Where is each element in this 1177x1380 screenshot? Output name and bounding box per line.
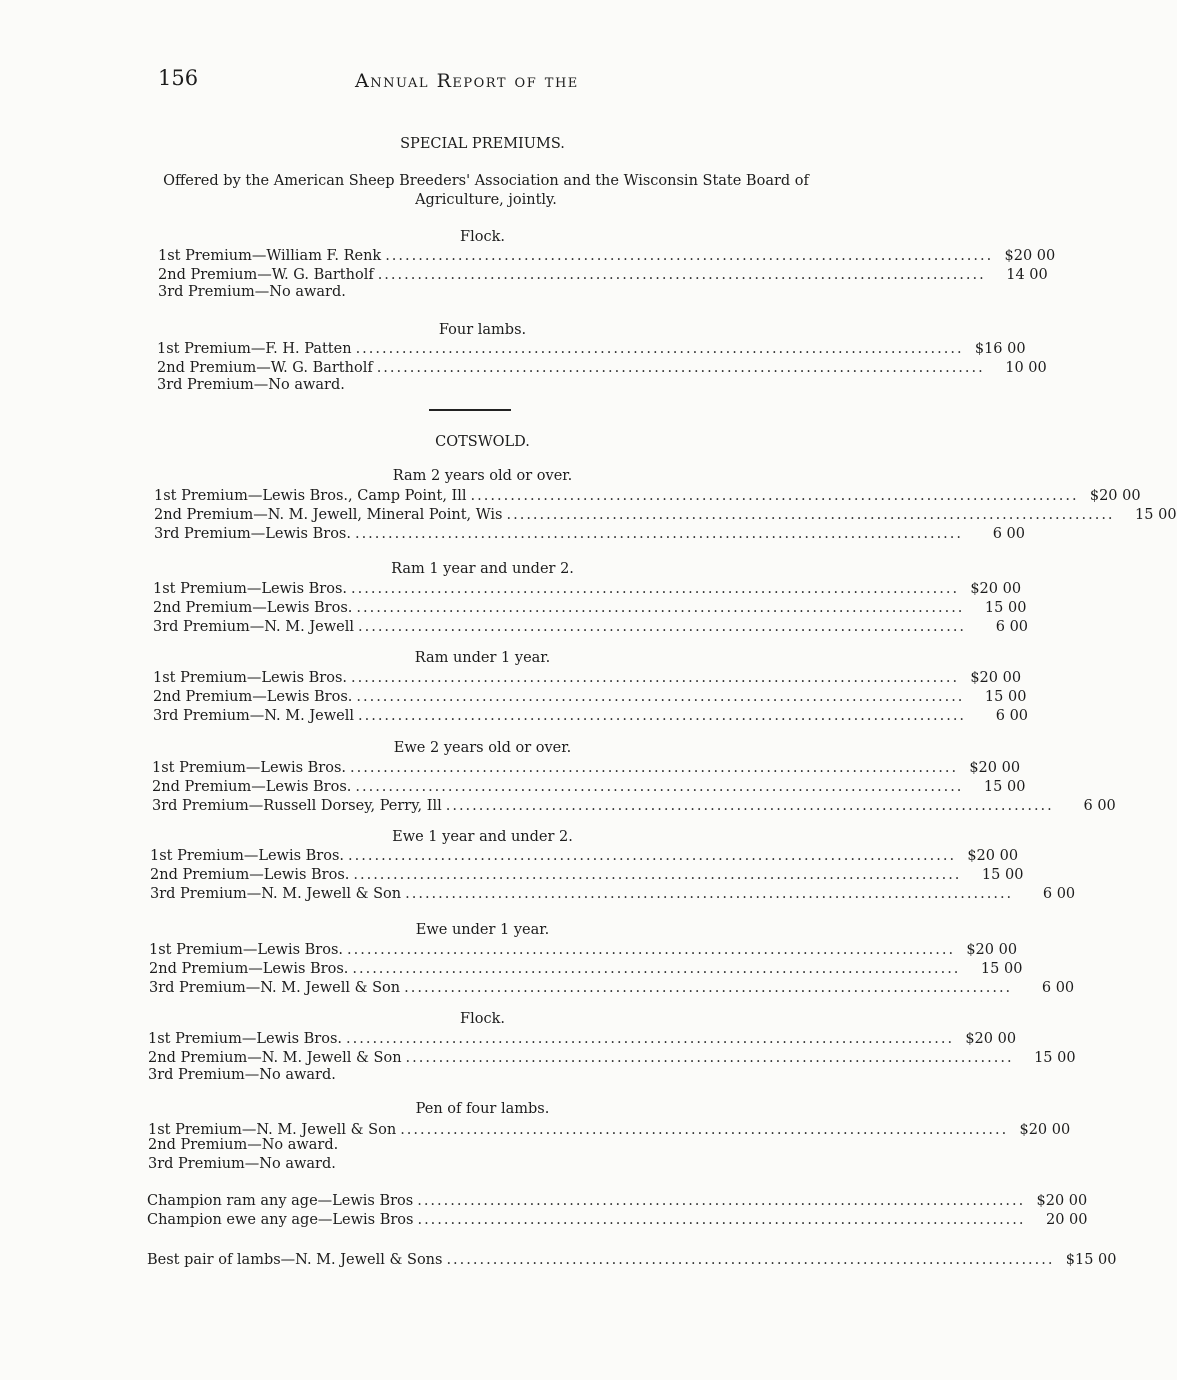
class-heading: Pen of four lambs. [415,1101,550,1117]
premium-line: 2nd Premium—N. M. Jewell & Son ............................................................................................ 15 00 [148,1050,1076,1066]
premium-line: 2nd Premium—Lewis Bros. ............................................................................................ 15 00 [153,689,1027,705]
class-heading: Ram 2 years old or over. [392,468,573,484]
premium-line: 2nd Premium—Lewis Bros. ............................................................................................ 15 00 [152,779,1026,795]
premium-line: 2nd Premium—Lewis Bros. ............................................................................................ 15 00 [150,867,1024,883]
premium-line: 1st Premium—Lewis Bros. ............................................................................................ $20 00 [152,760,1021,776]
premium-line: 2nd Premium—N. M. Jewell, Mineral Point, Wis ............................................................................................ 15 00 [154,507,1177,523]
premium-line: Champion ewe any age—Lewis Bros ............................................................................................ 20 00 [147,1212,1088,1228]
premium-line: 2nd Premium—Lewis Bros. ............................................................................................ 15 00 [153,600,1027,616]
premium-line: 3rd Premium—No award. [148,1067,336,1083]
section-divider [429,409,511,411]
premium-line: 1st Premium—Lewis Bros. ............................................................................................ $20 00 [150,848,1019,864]
premium-line: Best pair of lambs—N. M. Jewell & Sons ............................................................................................ $15 00 [147,1252,1117,1268]
premium-line: Champion ram any age—Lewis Bros ............................................................................................ $20 00 [147,1193,1088,1209]
premium-line: 1st Premium—F. H. Patten ............................................................................................ $16 00 [157,341,1026,357]
page-title: SPECIAL PREMIUMS. [400,136,565,152]
premium-line: 1st Premium—Lewis Bros. ............................................................................................ $20 00 [149,942,1018,958]
running-head: Annual Report of the [355,70,579,92]
premium-line: 1st Premium—Lewis Bros. ............................................................................................ $20 00 [148,1031,1017,1047]
page-number: 156 [158,66,199,90]
intro-text: Offered by the American Sheep Breeders' Association and the Wisconsin State Board of Agriculture, jointly. [163,173,809,208]
premium-line: 1st Premium—N. M. Jewell & Son ............................................................................................ $20 00 [148,1122,1071,1138]
premium-line: 3rd Premium—N. M. Jewell ............................................................................................ 6 00 [153,619,1029,635]
premium-line: 3rd Premium—N. M. Jewell & Son ............................................................................................ 6 00 [150,886,1076,902]
class-heading: Flock. [460,1011,505,1027]
class-heading: Ram 1 year and under 2. [391,561,574,577]
premium-line: 1st Premium—Lewis Bros. ............................................................................................ $20 00 [153,670,1022,686]
class-heading: Ewe 1 year and under 2. [392,829,573,845]
premium-line: 3rd Premium—Russell Dorsey, Perry, Ill ............................................................................................ 6 00 [152,798,1116,814]
class-heading: Ewe under 1 year. [415,922,550,938]
section-heading-four-lambs: Four lambs. [438,322,527,338]
premium-line: 3rd Premium—N. M. Jewell ............................................................................................ 6 00 [153,708,1029,724]
section-title-cotswold: COTSWOLD. [435,434,530,450]
premium-line: 2nd Premium—W. G. Bartholf ............................................................................................ 10 00 [157,360,1047,376]
premium-line: 1st Premium—Lewis Bros. ............................................................................................ $20 00 [153,581,1022,597]
premium-line: 3rd Premium—No award. [148,1156,336,1172]
class-heading: Ewe 2 years old or over. [393,740,572,756]
premium-line: 3rd Premium—No award. [157,377,345,393]
premium-line: 2nd Premium—W. G. Bartholf ............................................................................................ 14 00 [158,267,1048,283]
premium-line: 3rd Premium—N. M. Jewell & Son ............................................................................................ 6 00 [149,980,1075,996]
class-heading: Ram under 1 year. [414,650,551,666]
premium-line: 1st Premium—William F. Renk ............................................................................................ $20 00 [158,248,1056,264]
premium-line: 2nd Premium—No award. [148,1137,339,1153]
premium-line: 2nd Premium—Lewis Bros. ............................................................................................ 15 00 [149,961,1023,977]
section-heading-flock: Flock. [460,229,505,245]
premium-line: 3rd Premium—No award. [158,284,346,300]
premium-line: 3rd Premium—Lewis Bros. ............................................................................................ 6 00 [154,526,1026,542]
premium-line: 1st Premium—Lewis Bros., Camp Point, Ill ............................................................................................ $20 00 [154,488,1141,504]
